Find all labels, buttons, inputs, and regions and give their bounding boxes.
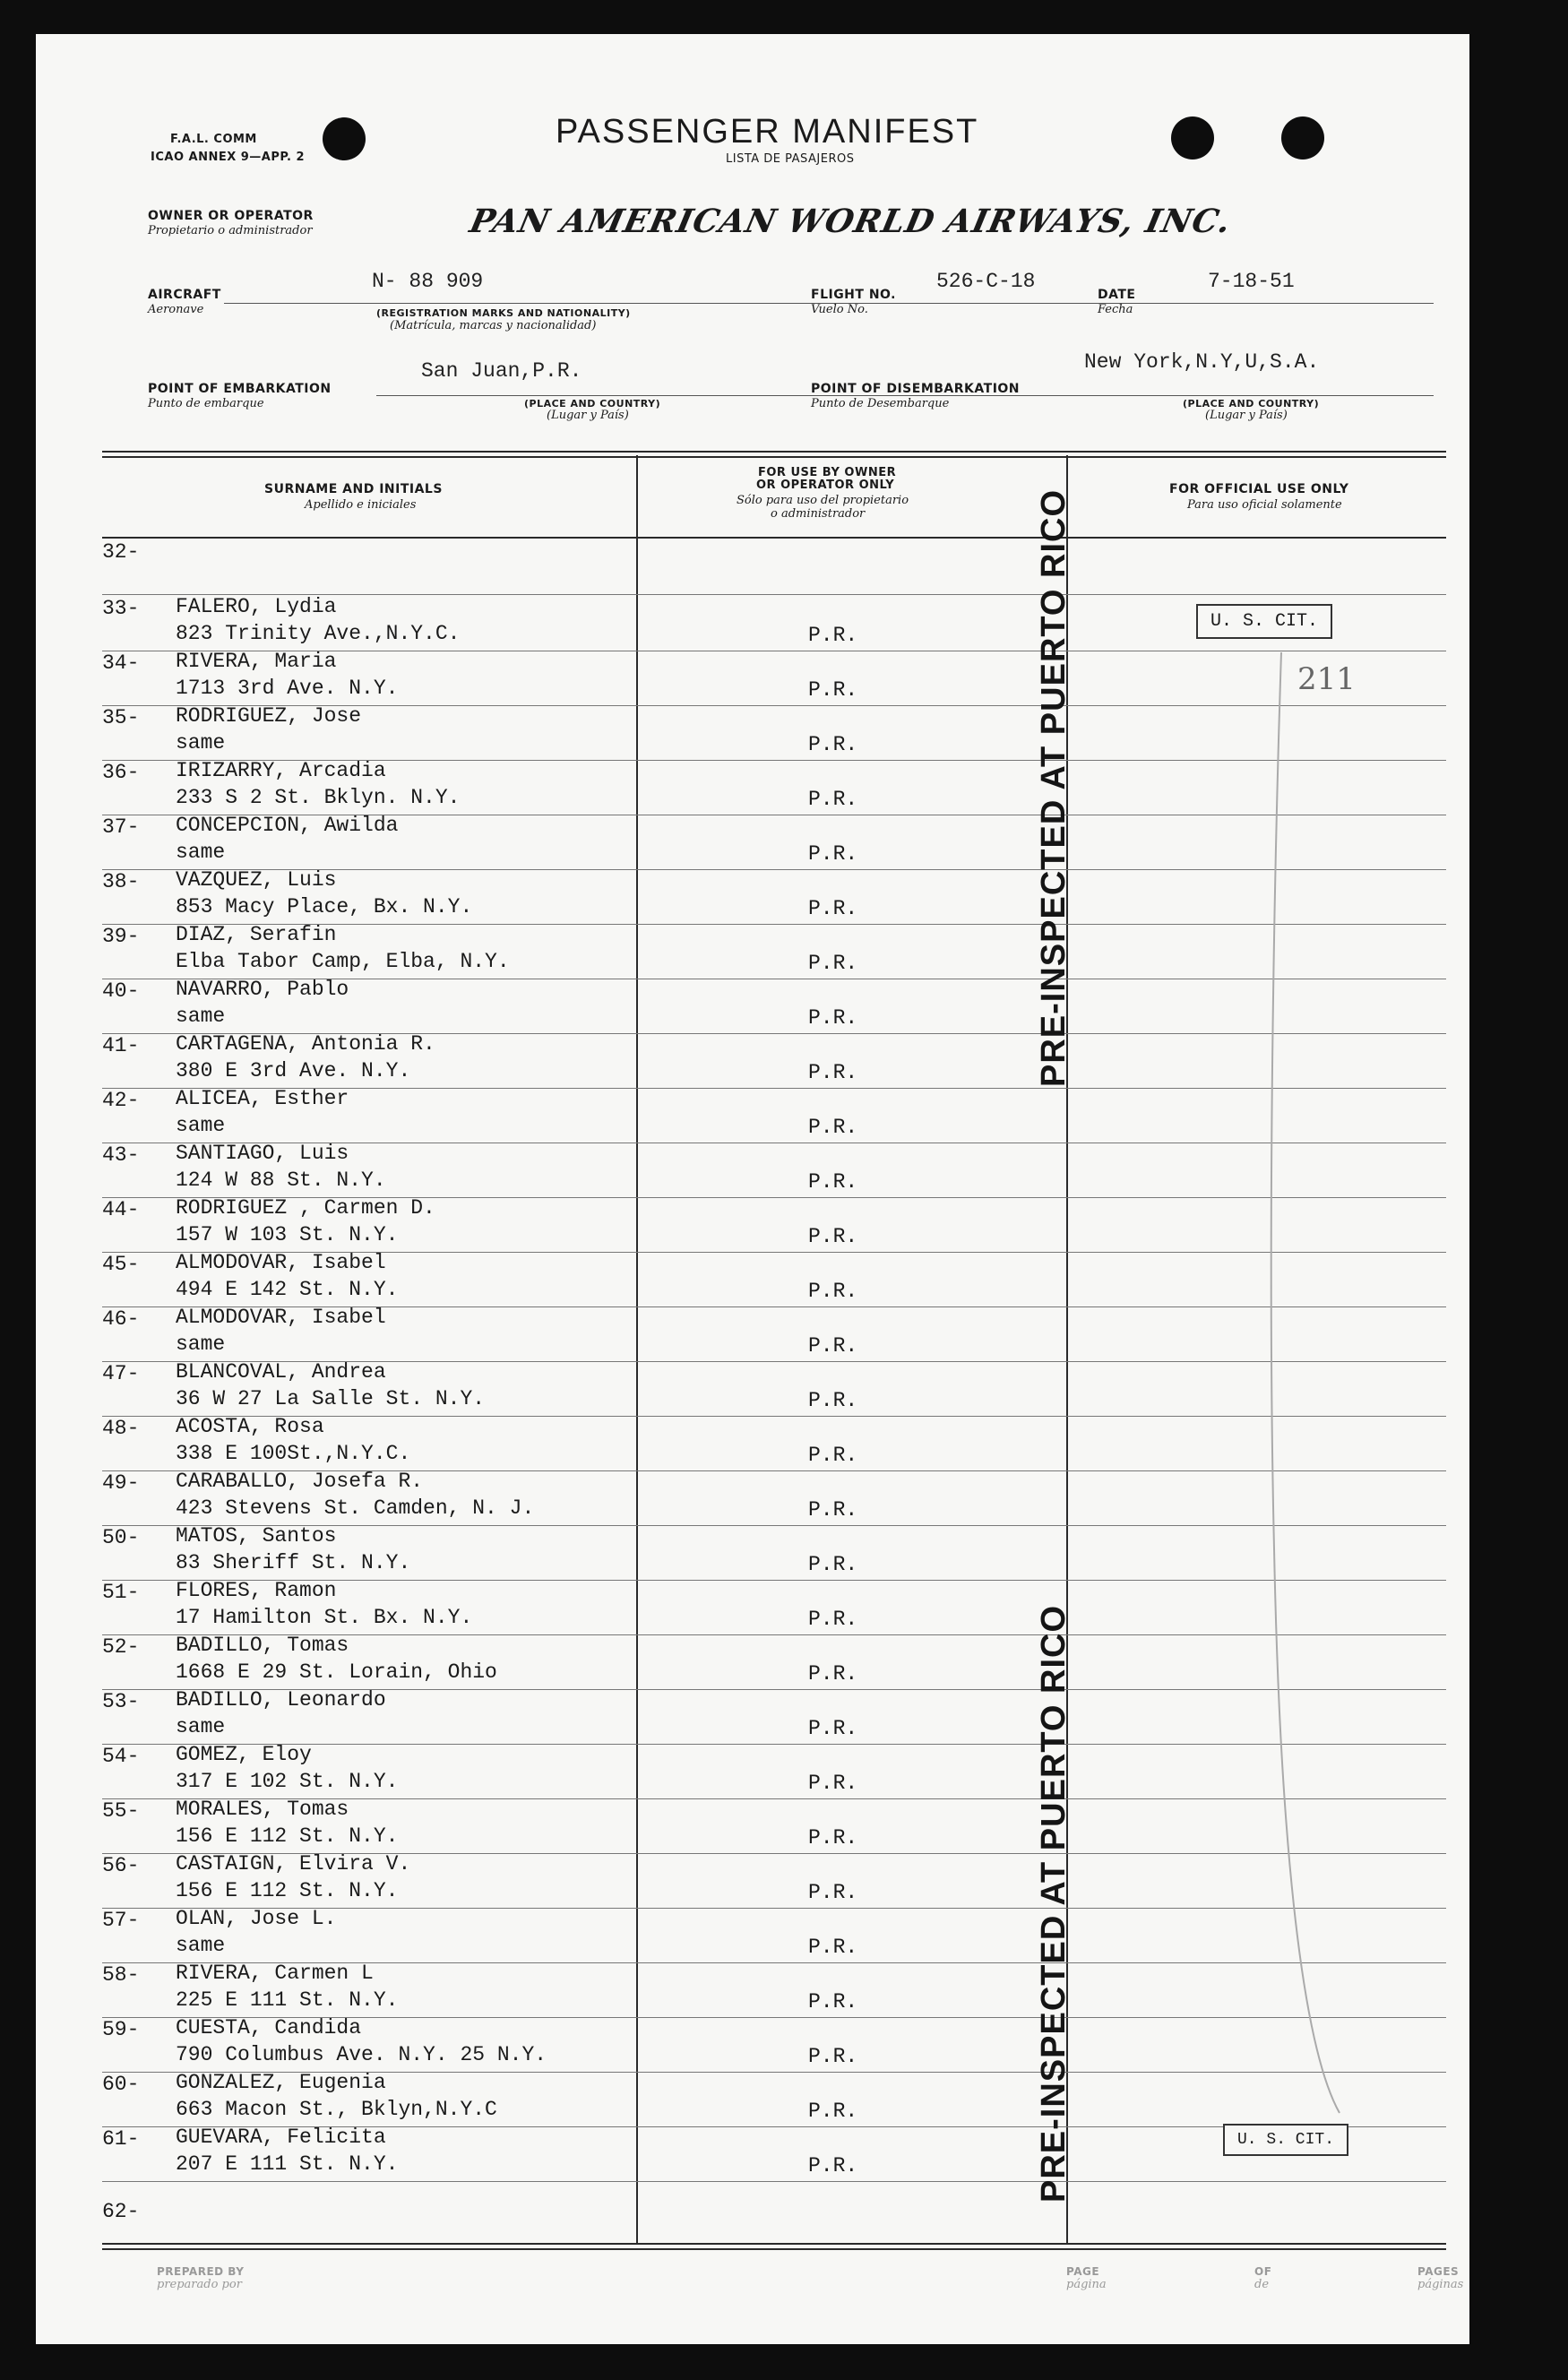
passenger-name: ALICEA, Esther bbox=[176, 1087, 349, 1110]
table-row bbox=[102, 2200, 1446, 2255]
row-number: 52- bbox=[102, 1635, 140, 1659]
row-number: 38- bbox=[102, 870, 140, 893]
passenger-address: 423 Stevens St. Camden, N. J. bbox=[176, 1496, 535, 1520]
passenger-name: CASTAIGN, Elvira V. bbox=[176, 1852, 411, 1876]
passenger-name: RIVERA, Carmen L bbox=[176, 1962, 374, 1985]
row-number: 35- bbox=[102, 706, 140, 729]
disembarkation-caption: (PLACE AND COUNTRY) bbox=[1183, 398, 1320, 410]
passenger-address: same bbox=[176, 1005, 226, 1028]
passenger-address: 494 E 142 St. N.Y. bbox=[176, 1278, 399, 1301]
column-header-owner-es2: o administrador bbox=[771, 507, 866, 521]
aircraft-caption-es: (Matrícula, marcas y nacionalidad) bbox=[390, 319, 597, 332]
passenger-address: 156 E 112 St. N.Y. bbox=[176, 1879, 399, 1902]
passenger-name: ALMODOVAR, Isabel bbox=[176, 1251, 386, 1274]
column-header-owner-2: OR OPERATOR ONLY bbox=[756, 479, 895, 492]
row-number: 54- bbox=[102, 1745, 140, 1768]
embarkation-caption: (PLACE AND COUNTRY) bbox=[524, 398, 661, 410]
origin-code: P.R. bbox=[808, 1006, 858, 1030]
origin-code: P.R. bbox=[808, 952, 858, 975]
origin-code: P.R. bbox=[808, 897, 858, 920]
pages-label: PAGES bbox=[1417, 2265, 1460, 2278]
passenger-address: 207 E 111 St. N.Y. bbox=[176, 2152, 399, 2176]
origin-code: P.R. bbox=[808, 1116, 858, 1139]
embarkation-label: POINT OF EMBARKATION bbox=[148, 382, 332, 396]
row-number: 37- bbox=[102, 815, 140, 839]
passenger-name: CONCEPCION, Awilda bbox=[176, 814, 399, 837]
row-number: 60- bbox=[102, 2073, 140, 2096]
origin-code: P.R. bbox=[808, 1170, 858, 1194]
prepared-by-label-es: preparado por bbox=[157, 2278, 242, 2291]
passenger-name: ALMODOVAR, Isabel bbox=[176, 1306, 386, 1329]
row-number: 42- bbox=[102, 1089, 140, 1112]
disembarkation-label-es: Punto de Desembarque bbox=[811, 397, 950, 410]
column-header-surname: SURNAME AND INITIALS bbox=[264, 482, 443, 496]
owner-label: OWNER OR OPERATOR bbox=[148, 209, 314, 223]
origin-code: P.R. bbox=[808, 1444, 858, 1467]
row-number: 43- bbox=[102, 1143, 140, 1167]
passenger-name: GUEVARA, Felicita bbox=[176, 2126, 386, 2149]
passenger-name: BLANCOVAL, Andrea bbox=[176, 1360, 386, 1384]
passenger-address: 823 Trinity Ave.,N.Y.C. bbox=[176, 622, 461, 645]
origin-code: P.R. bbox=[808, 788, 858, 811]
passenger-address: 663 Macon St., Bklyn,N.Y.C bbox=[176, 2098, 497, 2121]
flight-label: FLIGHT NO. bbox=[811, 288, 896, 302]
row-number: 49- bbox=[102, 1471, 140, 1495]
passenger-address: 233 S 2 St. Bklyn. N.Y. bbox=[176, 786, 461, 809]
passenger-address: same bbox=[176, 1332, 226, 1356]
origin-code: P.R. bbox=[808, 1389, 858, 1412]
passenger-name: RODRIGUEZ, Jose bbox=[176, 704, 362, 728]
passenger-name: BADILLO, Tomas bbox=[176, 1634, 349, 1657]
origin-code: P.R. bbox=[808, 2154, 858, 2177]
row-number: 32- bbox=[102, 540, 140, 564]
origin-code: P.R. bbox=[808, 1936, 858, 1959]
origin-code: P.R. bbox=[808, 2045, 858, 2068]
passenger-address: 156 E 112 St. N.Y. bbox=[176, 1824, 399, 1848]
passenger-address: same bbox=[176, 1114, 226, 1137]
aircraft-value: N- 88 909 bbox=[372, 270, 484, 293]
page-title: PASSENGER MANIFEST bbox=[556, 113, 979, 151]
origin-code: P.R. bbox=[808, 678, 858, 702]
passenger-name: IRIZARRY, Arcadia bbox=[176, 759, 386, 782]
passenger-name: RODRIGUEZ , Carmen D. bbox=[176, 1196, 435, 1220]
row-number: 59- bbox=[102, 2018, 140, 2041]
passenger-address: 853 Macy Place, Bx. N.Y. bbox=[176, 895, 473, 918]
row-number: 44- bbox=[102, 1198, 140, 1221]
passenger-address: 83 Sheriff St. N.Y. bbox=[176, 1551, 411, 1574]
row-number: 40- bbox=[102, 979, 140, 1003]
origin-code: P.R. bbox=[808, 624, 858, 647]
row-number: 33- bbox=[102, 597, 140, 620]
origin-code: P.R. bbox=[808, 733, 858, 756]
disembarkation-label: POINT OF DISEMBARKATION bbox=[811, 382, 1021, 396]
preinspected-stamp: PRE-INSPECTED AT PUERTO RICO bbox=[1035, 488, 1073, 1087]
punch-hole bbox=[323, 117, 366, 160]
passenger-name: CARTAGENA, Antonia R. bbox=[176, 1032, 435, 1056]
passenger-name: CUESTA, Candida bbox=[176, 2016, 362, 2039]
passenger-address: 317 E 102 St. N.Y. bbox=[176, 1770, 399, 1793]
row-number: 45- bbox=[102, 1253, 140, 1276]
column-header-official-es: Para uso oficial solamente bbox=[1187, 498, 1342, 512]
page-subtitle: LISTA DE PASAJEROS bbox=[726, 152, 855, 166]
row-number: 53- bbox=[102, 1690, 140, 1713]
passenger-count: 211 bbox=[1297, 661, 1356, 697]
origin-code: P.R. bbox=[808, 1990, 858, 2014]
passenger-name: ACOSTA, Rosa bbox=[176, 1415, 324, 1438]
us-citizen-stamp: U. S. CIT. bbox=[1223, 2124, 1348, 2156]
passenger-address: 1668 E 29 St. Lorain, Ohio bbox=[176, 1660, 497, 1684]
passenger-name: GONZALEZ, Eugenia bbox=[176, 2071, 386, 2094]
column-header-official: FOR OFFICIAL USE ONLY bbox=[1169, 482, 1349, 496]
flight-label-es: Vuelo No. bbox=[811, 303, 868, 316]
passenger-name: MORALES, Tomas bbox=[176, 1798, 349, 1821]
row-number: 61- bbox=[102, 2127, 140, 2151]
origin-code: P.R. bbox=[808, 1826, 858, 1850]
date-value: 7-18-51 bbox=[1208, 270, 1295, 293]
origin-code: P.R. bbox=[808, 1225, 858, 1248]
passenger-address: 380 E 3rd Ave. N.Y. bbox=[176, 1059, 411, 1082]
passenger-address: Elba Tabor Camp, Elba, N.Y. bbox=[176, 950, 510, 973]
embarkation-caption-es: (Lugar y País) bbox=[547, 409, 629, 422]
passenger-address: 1713 3rd Ave. N.Y. bbox=[176, 677, 399, 700]
aircraft-caption: (REGISTRATION MARKS AND NATIONALITY) bbox=[376, 307, 631, 319]
aircraft-label-es: Aeronave bbox=[148, 303, 204, 316]
date-label-es: Fecha bbox=[1098, 303, 1133, 316]
prepared-by-label: PREPARED BY bbox=[157, 2265, 245, 2278]
passenger-address: 36 W 27 La Salle St. N.Y. bbox=[176, 1387, 486, 1410]
passenger-address: 124 W 88 St. N.Y. bbox=[176, 1168, 386, 1192]
origin-code: P.R. bbox=[808, 1061, 858, 1084]
origin-code: P.R. bbox=[808, 1334, 858, 1358]
origin-code: P.R. bbox=[808, 1717, 858, 1740]
passenger-address: same bbox=[176, 1715, 226, 1738]
passenger-name: DIAZ, Serafin bbox=[176, 923, 337, 946]
us-citizen-stamp: U. S. CIT. bbox=[1196, 604, 1332, 639]
form-reference-2: ICAO ANNEX 9—APP. 2 bbox=[151, 151, 306, 164]
passenger-name: BADILLO, Leonardo bbox=[176, 1688, 386, 1712]
origin-code: P.R. bbox=[808, 1662, 858, 1686]
passenger-address: 790 Columbus Ave. N.Y. 25 N.Y. bbox=[176, 2043, 547, 2066]
row-number: 47- bbox=[102, 1362, 140, 1385]
origin-code: P.R. bbox=[808, 1772, 858, 1795]
row-number: 57- bbox=[102, 1909, 140, 1932]
passenger-name: VAZQUEZ, Luis bbox=[176, 868, 337, 892]
embarkation-value: San Juan,P.R. bbox=[421, 359, 582, 383]
row-number: 34- bbox=[102, 651, 140, 675]
row-number: 58- bbox=[102, 1963, 140, 1987]
pages-label-es: páginas bbox=[1417, 2278, 1464, 2291]
embarkation-label-es: Punto de embarque bbox=[148, 397, 264, 410]
row-number: 41- bbox=[102, 1034, 140, 1057]
passenger-name: SANTIAGO, Luis bbox=[176, 1142, 349, 1165]
owner-value: PAN AMERICAN WORLD AIRWAYS, INC. bbox=[466, 203, 1236, 240]
form-reference-1: F.A.L. COMM bbox=[170, 133, 257, 146]
disembarkation-caption-es: (Lugar y País) bbox=[1205, 409, 1288, 422]
passenger-address: same bbox=[176, 841, 226, 864]
origin-code: P.R. bbox=[808, 1608, 858, 1631]
passenger-name: MATOS, Santos bbox=[176, 1524, 337, 1548]
row-number: 55- bbox=[102, 1799, 140, 1823]
of-label: OF bbox=[1254, 2265, 1272, 2278]
row-number: 50- bbox=[102, 1526, 140, 1549]
passenger-address: same bbox=[176, 731, 226, 755]
passenger-address: 17 Hamilton St. Bx. N.Y. bbox=[176, 1606, 473, 1629]
passenger-name: OLAN, Jose L. bbox=[176, 1907, 337, 1930]
passenger-address: 157 W 103 St. N.Y. bbox=[176, 1223, 399, 1246]
row-number: 39- bbox=[102, 925, 140, 948]
origin-code: P.R. bbox=[808, 1498, 858, 1522]
date-label: DATE bbox=[1098, 288, 1136, 302]
passenger-address: 338 E 100St.,N.Y.C. bbox=[176, 1442, 411, 1465]
page-label: PAGE bbox=[1066, 2265, 1100, 2278]
passenger-name: NAVARRO, Pablo bbox=[176, 978, 349, 1001]
row-number: 62- bbox=[102, 2200, 140, 2223]
flight-value: 526-C-18 bbox=[936, 270, 1036, 293]
disembarkation-value: New York,N.Y,U,S.A. bbox=[1084, 350, 1320, 374]
passenger-name: FLORES, Ramon bbox=[176, 1579, 337, 1602]
row-number: 51- bbox=[102, 1581, 140, 1604]
of-label-es: de bbox=[1254, 2278, 1270, 2291]
passenger-name: FALERO, Lydia bbox=[176, 595, 337, 618]
column-header-owner-es1: Sólo para uso del propietario bbox=[737, 494, 909, 507]
pencil-mark bbox=[1236, 652, 1353, 2131]
origin-code: P.R. bbox=[808, 1881, 858, 1904]
passenger-address: 225 E 111 St. N.Y. bbox=[176, 1988, 399, 2012]
passenger-address: same bbox=[176, 1934, 226, 1957]
origin-code: P.R. bbox=[808, 842, 858, 866]
passenger-name: CARABALLO, Josefa R. bbox=[176, 1470, 424, 1493]
column-header-owner-1: FOR USE BY OWNER bbox=[758, 466, 897, 479]
row-number: 46- bbox=[102, 1307, 140, 1331]
row-number: 56- bbox=[102, 1854, 140, 1877]
row-number: 48- bbox=[102, 1417, 140, 1440]
punch-hole bbox=[1171, 116, 1214, 160]
origin-code: P.R. bbox=[808, 1553, 858, 1576]
passenger-name: RIVERA, Maria bbox=[176, 650, 337, 673]
origin-code: P.R. bbox=[808, 2100, 858, 2123]
aircraft-label: AIRCRAFT bbox=[148, 288, 221, 302]
table-row bbox=[102, 540, 1446, 595]
punch-hole bbox=[1281, 116, 1324, 160]
row-number: 36- bbox=[102, 761, 140, 784]
owner-label-es: Propietario o administrador bbox=[148, 224, 313, 237]
manifest-sheet bbox=[36, 34, 1469, 2344]
preinspected-stamp: PRE-INSPECTED AT PUERTO RICO bbox=[1035, 1604, 1073, 2203]
column-header-surname-es: Apellido e iniciales bbox=[305, 498, 417, 512]
page-label-es: página bbox=[1066, 2278, 1107, 2291]
passenger-name: GOMEZ, Eloy bbox=[176, 1743, 312, 1766]
origin-code: P.R. bbox=[808, 1280, 858, 1303]
